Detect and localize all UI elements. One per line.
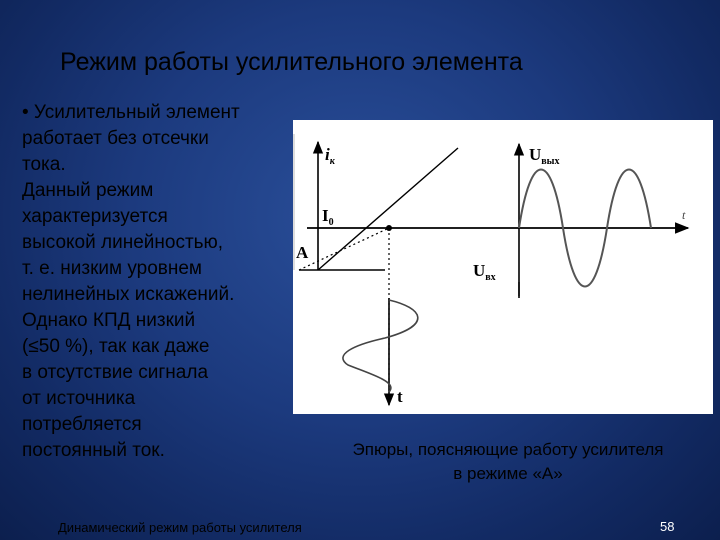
body-line: Однако КПД низкий [22, 310, 196, 331]
figure-caption [296, 438, 720, 486]
input-signal-wave [343, 300, 418, 392]
transfer-characteristic [318, 148, 458, 270]
label-uvh: $U_{вх}$ [473, 261, 496, 283]
body-line: нелинейных искажений. [22, 284, 235, 305]
caption-line: в режиме «А» [453, 464, 563, 483]
body-line: потребляется [22, 414, 142, 435]
page-number: 58 [660, 519, 675, 534]
label-t-bottom: t [397, 387, 403, 406]
class-a-diagram [293, 120, 713, 414]
footer-title: Динамический режим работы усилителя [58, 520, 302, 535]
body-line: постоянный ток. [22, 440, 165, 461]
body-line: высокой линейностью, [22, 232, 224, 253]
body-line: (≤50 %), так как даже [22, 336, 210, 357]
label-i0: $I_0$ [322, 206, 334, 228]
body-line: т. е. низким уровнем [22, 258, 202, 279]
label-a: A [296, 243, 309, 262]
slide-title: Режим работы усилительного элемента [60, 48, 523, 76]
body-line: Данный режим [22, 180, 154, 201]
body-line: тока. [22, 154, 66, 175]
projection-dotted [299, 228, 389, 270]
label-uvyh: $U_{вых}$ [529, 145, 560, 167]
label-t-top: t [682, 208, 686, 222]
body-line: работает без отсечки [22, 128, 209, 149]
body-line: • Усилительный элемент [22, 102, 240, 123]
body-line: в отсутствие сигнала [22, 362, 209, 383]
body-text [22, 100, 297, 464]
operating-point [386, 225, 392, 231]
caption-line: Эпюры, поясняющие работу усилителя [352, 440, 664, 459]
body-line: от источника [22, 388, 136, 409]
body-line: характеризуется [22, 206, 168, 227]
label-ik: $i_к$ [325, 145, 335, 167]
